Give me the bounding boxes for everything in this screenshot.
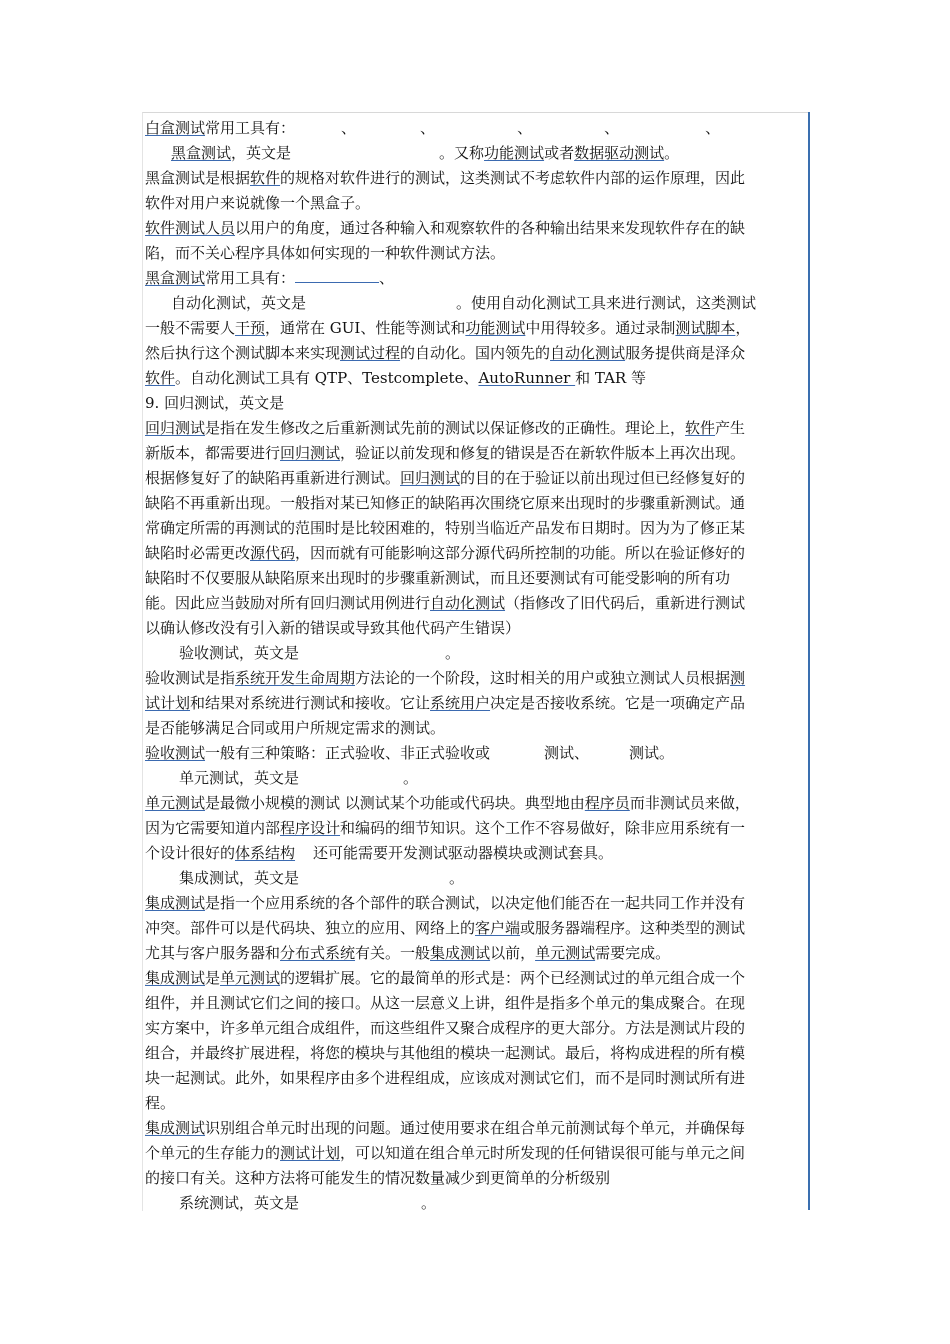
text-run: 。又称 bbox=[439, 144, 485, 162]
text-run: 以确认修改没有引入新的错误或导致其他代码产生错误） bbox=[145, 619, 521, 637]
text-line bbox=[145, 116, 807, 141]
text-line bbox=[145, 866, 807, 891]
hyperlink-term[interactable]: 数据驱动测试 bbox=[574, 144, 665, 162]
hyperlink-term[interactable]: 集成测试 bbox=[145, 894, 206, 912]
text-run: 尤其与客户服务器和 bbox=[145, 944, 281, 962]
text-run: ，验证以前发现和修复的错误是否在新软件版本上再次出现。 bbox=[340, 444, 746, 462]
text-run: 陷，而不关心程序具体如何实现的一种软件测试方法。 bbox=[145, 244, 506, 262]
text-run: 。使用自动化测试工具来进行测试，这类测试 bbox=[456, 294, 757, 312]
text-line bbox=[145, 591, 807, 616]
text-run: 黑盒测试是根据 bbox=[145, 169, 251, 187]
text-run: 决定是否接收系统。它是一项确定产品 bbox=[490, 694, 746, 712]
text-run: 验收测试，英文是 bbox=[179, 644, 300, 662]
text-line bbox=[145, 1191, 807, 1216]
text-run: 块一起测试。此外，如果程序由多个进程组成，应该成对测试它们，而不是同时测试所有进 bbox=[145, 1069, 746, 1087]
text-line bbox=[145, 616, 807, 641]
text-run: 的逻辑扩展。它的最简单的形式是：两个已经测试过的单元组合成一个 bbox=[280, 969, 746, 987]
hyperlink-term[interactable]: 单元测试 bbox=[220, 969, 281, 987]
hyperlink-term[interactable]: 功能测试 bbox=[484, 144, 545, 162]
text-run: （指修改了旧代码后，重新进行测试 bbox=[505, 594, 746, 612]
hyperlink-term[interactable]: 功能测试 bbox=[465, 319, 526, 337]
hyperlink-term[interactable]: 源代码 bbox=[250, 544, 296, 562]
text-line bbox=[145, 641, 807, 666]
hyperlink-term[interactable]: 分布式系统 bbox=[280, 944, 356, 962]
text-line bbox=[145, 291, 807, 316]
hyperlink-term[interactable]: 测试脚本 bbox=[675, 319, 736, 337]
text-run: ，通常在 GUI、性能等测试和 bbox=[265, 319, 466, 337]
text-run: 新版本，都需要进行 bbox=[145, 444, 281, 462]
text-line bbox=[145, 316, 807, 341]
text-line bbox=[145, 516, 807, 541]
text-run: ，可以知道在组合单元时所发现的任何错误很可能与单元之间 bbox=[340, 1144, 746, 1162]
text-line bbox=[145, 191, 807, 216]
text-run: 。 bbox=[421, 1194, 437, 1212]
text-run: 、 bbox=[517, 119, 533, 137]
text-run: 和结果对系统进行测试和接收。它让 bbox=[190, 694, 431, 712]
text-run: 。自动化测试工具有 QTP、Testcomplete、 bbox=[175, 369, 479, 387]
text-cursor-rule bbox=[808, 112, 810, 1210]
hyperlink-term[interactable]: 干预 bbox=[235, 319, 266, 337]
text-run: 或者 bbox=[544, 144, 575, 162]
text-run: 以用户的角度，通过各种输入和观察软件的各种输出结果来发现软件存在的缺 bbox=[235, 219, 746, 237]
hyperlink-term[interactable]: 程序员 bbox=[584, 794, 630, 812]
hyperlink-term[interactable]: 程序设计 bbox=[280, 819, 341, 837]
text-run: 缺陷不再重新出现。一般指对某已知修正的缺陷再次围绕它原来出现时的步骤重新测试。通 bbox=[145, 494, 746, 512]
text-run: 、 bbox=[379, 269, 395, 287]
text-line bbox=[145, 491, 807, 516]
text-run: 因为它需要知道内部 bbox=[145, 819, 281, 837]
text-line bbox=[145, 1066, 807, 1091]
text-run: 。 bbox=[403, 769, 419, 787]
text-line bbox=[145, 366, 807, 391]
text-line bbox=[145, 541, 807, 566]
text-run: 、 bbox=[604, 119, 620, 137]
text-run: 一般不需要人 bbox=[145, 319, 236, 337]
hyperlink-term[interactable]: 体系结构 bbox=[235, 844, 296, 862]
hyperlink-term[interactable]: 软件 bbox=[145, 369, 176, 387]
text-run: 个单元的生存能力的 bbox=[145, 1144, 281, 1162]
text-line bbox=[145, 416, 807, 441]
text-run: 和编码的细节知识。这个工作不容易做好，除非应用系统有一 bbox=[340, 819, 746, 837]
text-run: 服务提供商是泽众 bbox=[625, 344, 746, 362]
text-line bbox=[145, 241, 807, 266]
hyperlink-term[interactable]: 白盒测试 bbox=[145, 119, 206, 137]
text-run: 然后执行这个测试脚本来实现 bbox=[145, 344, 341, 362]
text-run: 根据修复好了的缺陷再重新进行测试。 bbox=[145, 469, 401, 487]
document-body bbox=[145, 116, 807, 1216]
text-run: 自动化测试，英文是 bbox=[171, 294, 307, 312]
text-run: 验收测试是指 bbox=[145, 669, 236, 687]
text-run: 而非测试员来做， bbox=[629, 794, 750, 812]
hyperlink-term[interactable]: 集成测试 bbox=[430, 944, 491, 962]
text-run: 以前， bbox=[490, 944, 536, 962]
hyperlink-term[interactable]: 软件 bbox=[250, 169, 281, 187]
text-run: 产生 bbox=[715, 419, 746, 437]
text-line bbox=[145, 691, 807, 716]
text-run: ， bbox=[735, 319, 751, 337]
text-run: 、 bbox=[705, 119, 721, 137]
text-run: 的接口有关。这种方法将可能发生的情况数量减少到更简单的分析级别 bbox=[145, 1169, 611, 1187]
hyperlink-term[interactable]: 验收测试 bbox=[145, 744, 206, 762]
hyperlink-term[interactable]: 测试计划 bbox=[280, 1144, 341, 1162]
text-run: 测试、 bbox=[544, 744, 590, 762]
text-line bbox=[145, 816, 807, 841]
text-run: 识别组合单元时出现的问题。通过使用要求在组合单元前测试每个单元，并确保每 bbox=[205, 1119, 746, 1137]
text-line bbox=[145, 166, 807, 191]
hyperlink-term[interactable]: AutoRunner bbox=[478, 369, 576, 387]
hyperlink-term[interactable]: 客户端 bbox=[475, 919, 521, 937]
hyperlink-term[interactable]: 软件测试人员 bbox=[145, 219, 236, 237]
text-line bbox=[145, 941, 807, 966]
text-run: 是指在发生修改之后重新测试先前的测试以保证修改的正确性。理论上， bbox=[205, 419, 686, 437]
text-line bbox=[145, 916, 807, 941]
text-run: 的自动化。国内领先的 bbox=[400, 344, 551, 362]
text-run: 一般有三种策略：正式验收、非正式验收或 bbox=[205, 744, 491, 762]
text-line bbox=[145, 1166, 807, 1191]
text-run: 集成测试，英文是 bbox=[179, 869, 300, 887]
text-run: 是 bbox=[205, 969, 221, 987]
hyperlink-term[interactable]: 测试过程 bbox=[340, 344, 401, 362]
text-run: 、 bbox=[420, 119, 436, 137]
text-line bbox=[145, 391, 807, 416]
hyperlink-term[interactable]: 黑盒测试 bbox=[171, 144, 232, 162]
text-run: ，因而就有可能影响这部分源代码所控制的功能。所以在验证修好的 bbox=[295, 544, 746, 562]
hyperlink-term[interactable]: 自动化测试 bbox=[550, 344, 626, 362]
text-line bbox=[145, 266, 807, 291]
hyperlink-term[interactable]: 单元测试 bbox=[145, 794, 206, 812]
text-line bbox=[145, 466, 807, 491]
text-run: 还可能需要开发测试驱动器模块或测试套具。 bbox=[313, 844, 614, 862]
text-run: 有关。一般 bbox=[355, 944, 431, 962]
hyperlink-term[interactable]: 试计划 bbox=[145, 694, 191, 712]
text-run: 中用得较多。通过录制 bbox=[525, 319, 676, 337]
hyperlink-term[interactable]: 单元测试 bbox=[535, 944, 596, 962]
text-run: ，英文是 bbox=[231, 144, 292, 162]
text-line bbox=[145, 841, 807, 866]
text-run: 的目的在于验证以前出现过但已经修复好的 bbox=[460, 469, 746, 487]
text-run: 常确定所需的再测试的范围时是比较困难的，特别当临近产品发布日期时。因为为了修正某 bbox=[145, 519, 746, 537]
hyperlink-term[interactable]: 软件 bbox=[685, 419, 716, 437]
text-run: 方法论的一个阶段，这时相关的用户或独立测试人员根据 bbox=[355, 669, 731, 687]
hyperlink-term[interactable]: 自动化测试 bbox=[430, 594, 506, 612]
text-run: 单元测试，英文是 bbox=[179, 769, 300, 787]
text-line bbox=[145, 1116, 807, 1141]
text-run: 组件，并且测试它们之间的接口。从这一层意义上讲，组件是指多个单元的集成聚合。在现 bbox=[145, 994, 746, 1012]
text-run: 程。 bbox=[145, 1094, 176, 1112]
text-run: 是否能够满足合同或用户所规定需求的测试。 bbox=[145, 719, 446, 737]
text-run: 。 bbox=[445, 644, 461, 662]
text-line bbox=[145, 966, 807, 991]
text-run: 实方案中，许多单元组合成组件，而这些组件又聚合成程序的更大部分。方法是测试片段的 bbox=[145, 1019, 746, 1037]
text-line bbox=[145, 216, 807, 241]
hyperlink-term[interactable]: 系统用户 bbox=[430, 694, 491, 712]
hyperlink-term[interactable]: 系统开发生命周期 bbox=[235, 669, 356, 687]
text-run: 常用工具有： bbox=[205, 269, 296, 287]
text-run: 或服务器端程序。这种类型的测试 bbox=[520, 919, 746, 937]
text-line bbox=[145, 1041, 807, 1066]
hyperlink-term[interactable]: 回归测试 bbox=[145, 419, 206, 437]
text-line bbox=[145, 1091, 807, 1116]
text-run: 9. 回归测试，英文是 bbox=[145, 394, 285, 412]
text-run: 需要完成。 bbox=[595, 944, 671, 962]
text-line bbox=[145, 666, 807, 691]
text-line bbox=[145, 141, 807, 166]
text-run: 组合，并最终扩展进程，将您的模块与其他组的模块一起测试。最后，将构成进程的所有模 bbox=[145, 1044, 746, 1062]
text-line bbox=[145, 741, 807, 766]
text-line bbox=[145, 441, 807, 466]
text-run: 缺陷时必需更改 bbox=[145, 544, 251, 562]
text-run: 软件对用户来说就像一个黑盒子。 bbox=[145, 194, 371, 212]
text-run: 的规格对软件进行的测试，这类测试不考虑软件内部的运作原理，因此 bbox=[280, 169, 746, 187]
text-run: 是指一个应用系统的各个部件的联合测试，以决定他们能否在一起共同工作并没有 bbox=[205, 894, 746, 912]
text-run: 常用工具有： bbox=[205, 119, 296, 137]
hyperlink-term[interactable]: 回归测试 bbox=[280, 444, 341, 462]
hyperlink-term[interactable]: 回归测试 bbox=[400, 469, 461, 487]
text-line bbox=[145, 341, 807, 366]
text-run: 冲突。部件可以是代码块、独立的应用、网络上的 bbox=[145, 919, 476, 937]
text-line bbox=[145, 891, 807, 916]
hyperlink-term[interactable]: 黑盒测试 bbox=[145, 269, 206, 287]
text-run: 和 TAR 等 bbox=[575, 369, 646, 387]
text-line bbox=[145, 991, 807, 1016]
text-run: 。 bbox=[664, 144, 680, 162]
text-run: 个设计很好的 bbox=[145, 844, 236, 862]
text-run: 系统测试，英文是 bbox=[179, 1194, 300, 1212]
text-line bbox=[145, 791, 807, 816]
text-run: 、 bbox=[341, 119, 357, 137]
hyperlink-term[interactable]: 集成测试 bbox=[145, 969, 206, 987]
hyperlink-term[interactable]: 集成测试 bbox=[145, 1119, 206, 1137]
fill-in-blank-underline bbox=[295, 268, 379, 283]
text-run: 是最微小规模的测试 以测试某个功能或代码块。典型地由 bbox=[205, 794, 585, 812]
text-run: 。 bbox=[449, 869, 465, 887]
hyperlink-term[interactable]: 测 bbox=[730, 669, 746, 687]
text-line bbox=[145, 716, 807, 741]
text-run: 缺陷时不仅要服从缺陷原来出现时的步骤重新测试，而且还要测试有可能受影响的所有功 bbox=[145, 569, 731, 587]
text-run: 测试。 bbox=[629, 744, 675, 762]
text-line bbox=[145, 566, 807, 591]
text-line bbox=[145, 1016, 807, 1041]
text-line bbox=[145, 1141, 807, 1166]
text-line bbox=[145, 766, 807, 791]
text-run: 能。因此应当鼓励对所有回归测试用例进行 bbox=[145, 594, 431, 612]
